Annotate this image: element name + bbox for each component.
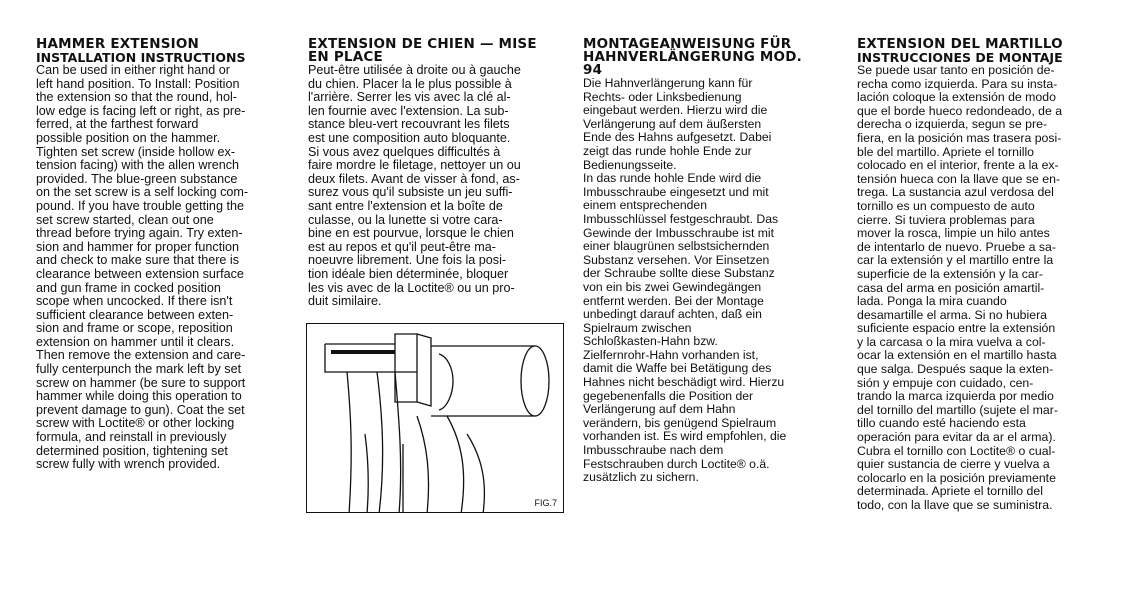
- english-body: Can be used in either right hand or left hand position. To Install: Position the extension so that the round, hol- low edge is facing left or right, as pre- ferred, at the farthest forward possible position on the hammer. Tighten set screw (inside hollow ex- tension facing) with the allen wrench provided. The blue-green substance on the set screw is a self locking com- pound. If you have trouble getting the set screw started, clean out one thread before trying again. Try exten- sion and hammer for proper function and check to make sure that there is clearance between extension surface and gun frame in cocked position scope when uncocked. If there isn't sufficient clearance between exten- sion and frame or scope, reposition extension on hammer until it clears. Then remove the extension and care- fully centerpunch the mark left by set screw on hammer (be sure to support hammer while doing this operation to prevent damage to gun). Coat the set screw with Loctite® or other locking formula, and reinstall in previously determined position, tightening set screw fully with wrench provided.: [36, 63, 249, 472]
- german-body: Die Hahnverlängerung kann für Rechts- oder Linksbedienung eingebaut werden. Hierzu wird die Verlängerung auf dem äußersten Ende des Hahns aufgesetzt. Dabei zeigt das runde hohle Ende zur Bedienungsseite. In das runde hohle Ende wird die Imbusschraube eingesetzt und mit einem entsprechenden Imbusschlüssel festgeschraubt. Das Gewinde der Imbusschraube ist mit einer blaugrünen selbstsichernden Substanz versehen. Vor Einsetzen der Schraube sollte diese Substanz von ein bis zwei Gewindegängen entfernt werden. Bei der Montage unbedingt darauf achten, daß ein Spielraum zwischen Schloßkasten-Hahn bzw. Zielfernrohr-Hahn vorhanden ist, damit die Waffe bei Betätigung des Hahnes nicht beschädigt wird. Hierzu gegebenenfalls die Position der Verlängerung auf dem Hahn verändern, bis genügend Spielraum vorhanden ist. Es wird empfohlen, die Imbusschraube nach dem Festschrauben durch Loctite® o.ä. zusätzlich zu sichern.: [583, 76, 787, 485]
- spanish-column: [857, 38, 1089, 513]
- french-column: [308, 38, 540, 309]
- french-title-line2: EN PLACE: [308, 49, 383, 65]
- german-column: [583, 38, 815, 485]
- hammer-extension-illustration: [307, 324, 564, 513]
- hammer-extension-figure: [306, 323, 564, 513]
- french-title: EXTENSION DE CHIEN — MISE: [308, 36, 537, 52]
- english-column: [36, 38, 268, 472]
- spanish-body: Se puede usar tanto en posición de- recha como izquierda. Para su insta- lación coloque la extensión de modo que el borde hueco redondeado, de a derecha o izquierda, segun se pre- fiera, en la posición mas trasera posi- ble del martillo. Apriete el tornillo colocado en el interior, frente a la ex- tensión hueca con la llave que se en- trega. La sustancia azul verdosa del tornillo es un compuesto de auto cierre. Si tuviera problemas para mover la rosca, limpie un hilo antes de intentarlo de nuevo. Pruebe a sa- car la extensión y el martillo entre la superficie de la extensión y la car- casa del arma en posición amartil- lada. Ponga la mira cuando desamartille el arma. Si no hubiera suficiente espacio entre la extensión y la carcasa o la mira vuelva a col- ocar la extensión en el martillo hasta que salga. Después saque la exten- sión y empuje con cuidado, cen- trando la marca izquierda por medio del tornillo del martillo (sujete el mar- tillo cuando esté haciendo esta operación para evitar da ar el arma). Cubra el tornillo con Loctite® o cual- quier sustancia de cierre y vuelva a colocarlo en la posición previamente determinada. Apriete el tornillo del todo, con la llave que se suministra.: [857, 63, 1063, 512]
- figure-label: FIG.7: [534, 498, 557, 508]
- english-title: HAMMER EXTENSION: [36, 36, 200, 52]
- spanish-subtitle: INSTRUCCIONES DE MONTAJE: [857, 50, 1063, 65]
- german-title-line3: 94: [583, 62, 603, 78]
- german-title-line2: HAHNVERLÄNGERUNG MOD.: [583, 49, 802, 65]
- french-body: Peut-être utilisée à droite ou à gauche du chien. Placer la le plus possible à l'arrière. Serrer les vis avec la clé al- len fournie avec l'extension. La sub- stance bleu-vert recouvrant les filets est une composition auto bloquante. Si vous avez quelques difficultés à faire mordre le filetage, nettoyer un ou deux filets. Avant de visser à fond, as- surez vous qu'il subsiste un jeu suffi- sant entre l'extension et la boîte de culasse, ou la lunette si votre cara- bine en est pourvue, lorsque le chien est au repos et qu'il peut-être ma- noeuvre librement. Une fois la posi- tion idéale bien déterminée, bloquer les vis avec de la Loctite® ou un pro- duit similaire.: [308, 63, 521, 309]
- spanish-title: EXTENSION DEL MARTILLO: [857, 36, 1063, 52]
- english-subtitle: INSTALLATION INSTRUCTIONS: [36, 50, 246, 65]
- german-title: MONTAGEANWEISUNG FÜR: [583, 36, 792, 52]
